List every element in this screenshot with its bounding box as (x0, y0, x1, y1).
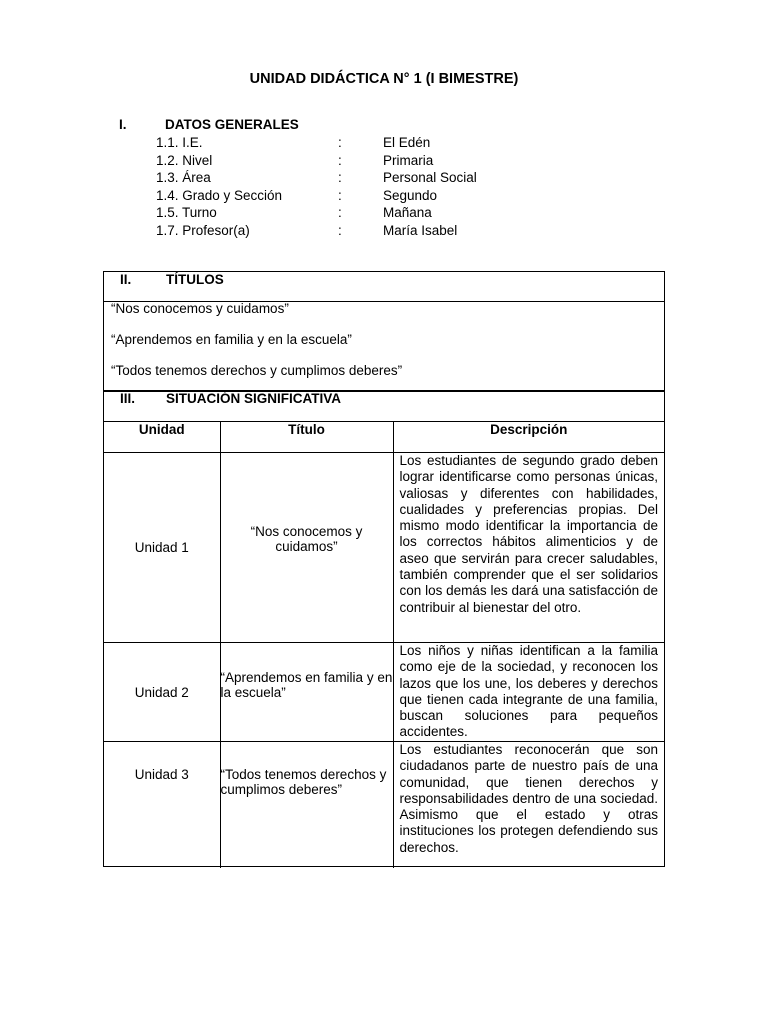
general-data-item (156, 187, 556, 205)
general-data-list (156, 134, 556, 240)
general-data-label: 1.2. Nivel (156, 152, 213, 168)
general-data-item (156, 222, 556, 240)
general-data-separator: : (338, 187, 342, 203)
situation-heading (120, 391, 341, 406)
unit-cell: Unidad 1 (104, 453, 220, 643)
general-data-value: El Edén (383, 135, 431, 150)
table-row (104, 453, 664, 643)
general-data-item (156, 204, 556, 222)
unit-title-text: “Nos conocemos y cuidamos” (250, 523, 363, 554)
title-line: “Nos conocemos y cuidamos” (111, 301, 289, 316)
general-data-item (156, 169, 556, 187)
unit-title-text: “Aprendemos en familia y en la escuela” (220, 670, 393, 700)
general-data-label: 1.5. Turno (156, 205, 217, 221)
general-data-separator: : (338, 135, 342, 150)
document-title: UNIDAD DIDÁCTICA N° 1 (I BIMESTRE) (249, 71, 519, 87)
section-general-data-heading (119, 117, 299, 132)
general-data-label: 1.3. Área (156, 170, 211, 186)
situation-table (104, 421, 664, 868)
unit-title-cell (220, 742, 393, 868)
unit-cell: Unidad 2 (104, 643, 220, 742)
table-header-row (104, 421, 664, 453)
significant-situation-box (103, 390, 665, 867)
section-heading-text: SITUACIÓN SIGNIFICATIVA (166, 391, 341, 406)
situation-heading-row (104, 391, 664, 422)
general-data-separator: : (338, 222, 342, 238)
general-data-value: Personal Social (383, 170, 477, 186)
unit-title-cell (220, 453, 393, 643)
general-data-label: 1.7. Profesor(a) (156, 222, 250, 238)
general-data-separator: : (338, 152, 342, 168)
title-line: “Aprendemos en familia y en la escuela” (111, 332, 352, 347)
general-data-value: Primaria (383, 152, 434, 168)
general-data-separator: : (338, 170, 342, 186)
unit-title-text: “Todos tenemos derechos y cumplimos deberes” (220, 767, 387, 797)
section-number: II. (120, 272, 132, 287)
column-header-unit: Unidad (104, 421, 220, 453)
description-cell: Los estudiantes reconocerán que son ciudadanos parte de nuestro país de una comunidad, que tienen derechos y responsabilidades dentro de una sociedad. Asimismo que el estado y otras instituciones los protegen defendiendo sus derechos. (393, 742, 664, 868)
titles-heading-row (104, 272, 664, 302)
general-data-item (156, 134, 556, 152)
unit-cell: Unidad 3 (104, 742, 220, 868)
general-data-item (156, 152, 556, 170)
title-line: “Todos tenemos derechos y cumplimos deberes” (111, 363, 403, 378)
column-header-title: Título (220, 421, 393, 453)
section-heading-text: DATOS GENERALES (165, 117, 299, 132)
table-row (104, 742, 664, 868)
column-header-description: Descripción (393, 421, 664, 453)
general-data-separator: : (338, 205, 342, 221)
description-cell: Los niños y niñas identifican a la familia como eje de la sociedad, y reconocen los lazos que los une, los deberes y derechos que tienen cada integrante de una familia, buscan soluciones para pequeños accidentes. (393, 643, 664, 742)
unit-title-cell (220, 643, 393, 742)
section-number: I. (119, 117, 127, 132)
description-cell: Los estudiantes de segundo grado deben lograr identificarse como personas únicas, valiosas y diferentes con habilidades, cualidades y preferencias propias. Del mismo modo identificar la importancia de los correctos hábitos alimenticios y de aseo que servirán para crecer saludables, también comprender que el ser solidarios con los demás les dará una satisfacción de contribuir al bienestar del otro. (393, 453, 664, 643)
titles-heading (120, 272, 224, 287)
titles-box (103, 271, 665, 392)
general-data-label: 1.4. Grado y Sección (156, 187, 283, 203)
table-row (104, 643, 664, 742)
general-data-value: Mañana (383, 205, 432, 221)
general-data-label: 1.1. I.E. (156, 135, 203, 150)
section-heading-text: TÍTULOS (166, 272, 224, 287)
general-data-value: Segundo (383, 187, 438, 203)
general-data-value: María Isabel (383, 222, 458, 238)
section-number: III. (120, 391, 136, 406)
